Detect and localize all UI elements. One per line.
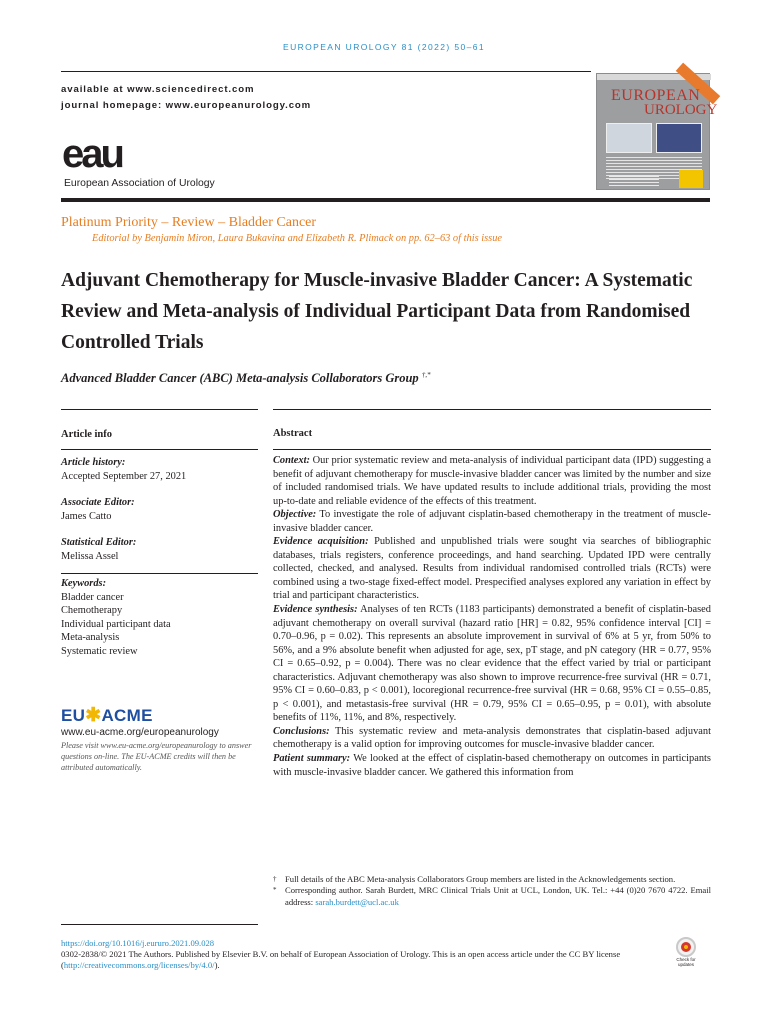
keyword-item: Bladder cancer	[61, 591, 124, 603]
objective-label: Objective:	[273, 509, 317, 521]
eau-logo-word: eau	[62, 132, 122, 176]
keyword-item: Individual participant data	[61, 618, 171, 630]
copyright-text: 0302-2838/© 2021 The Authors. Published by Elsevier B.V. on behalf of European Association of Urology. This is an open access article under the CC BY license (	[61, 949, 621, 971]
patient-summary-label: Patient summary:	[273, 753, 351, 765]
cover-title-line2: UROLOGY	[644, 102, 718, 118]
abstract-heading: Abstract	[273, 428, 313, 439]
author-marks[interactable]: †,*	[421, 371, 431, 379]
acquisition-label: Evidence acquisition:	[273, 536, 369, 548]
journal-homepage-link[interactable]: journal homepage: www.europeanurology.com	[61, 100, 312, 111]
abstract-synthesis	[273, 603, 711, 725]
check-updates-line2: updates	[677, 962, 694, 967]
footnote-dagger	[273, 874, 711, 885]
article-history-label: Article history:	[61, 457, 126, 468]
associate-editor-label: Associate Editor:	[61, 497, 135, 508]
eu-acme-logo	[61, 704, 219, 727]
abstract-objective	[273, 508, 711, 535]
dagger-mark: †	[273, 875, 277, 883]
footnote-corresponding	[273, 885, 711, 908]
copyright-close: ).	[214, 960, 220, 971]
header-divider	[61, 198, 710, 202]
sciencedirect-link[interactable]: available at www.sciencedirect.com	[61, 84, 255, 95]
abstract-context	[273, 454, 711, 508]
cover-badge	[679, 170, 703, 188]
abstract-rule	[273, 449, 711, 450]
abstract-patient-summary	[273, 752, 711, 779]
context-text: Our prior systematic review and meta-analysis of individual participant data (IPD) suggesting a benefit of adjuvant chemotherapy for muscle-invasive bladder cancer was limited by the number and size of included randomised trials. We have updated results to include additional trials, providing the most up-to-date and reliable evidence of the effects of this treatment.	[273, 455, 711, 507]
star-icon: ✱	[85, 705, 102, 726]
top-rule	[61, 71, 591, 72]
article-title: Adjuvant Chemotherapy for Muscle-invasive Bladder Cancer: A Systematic Review and Meta-analysis of Individual Participant Data from Randomised Controlled Trials	[61, 270, 693, 353]
license-link[interactable]: http://creativecommons.org/licenses/by/4.0/	[63, 960, 215, 971]
eu-acme-logo-right: ACME	[101, 706, 153, 725]
check-updates-icon	[676, 937, 696, 957]
statistical-editor-value: Melissa Assel	[61, 550, 119, 562]
context-label: Context:	[273, 455, 310, 466]
author-group	[61, 371, 431, 386]
conclusions-label: Conclusions:	[273, 725, 330, 737]
article-info-rule	[61, 449, 258, 450]
abstract-top-rule	[273, 409, 711, 410]
cover-figure-left	[606, 123, 652, 153]
keyword-item: Systematic review	[61, 645, 138, 657]
eau-logo	[62, 132, 222, 193]
keyword-item: Meta-analysis	[61, 632, 120, 644]
keywords-label: Keywords:	[61, 578, 107, 589]
eu-acme-logo-left: EU	[61, 706, 86, 725]
associate-editor-value: James Catto	[61, 510, 112, 522]
footnotes	[273, 874, 711, 908]
doi-link[interactable]: https://doi.org/10.1016/j.eururo.2021.09.028	[61, 938, 215, 948]
patient-summary-text: We looked at the effect of cisplatin-based chemotherapy on outcomes in participants with muscle-invasive bladder cancer. We gathered this information from	[273, 753, 711, 778]
statistical-editor	[61, 536, 261, 563]
cover-figure-right	[656, 123, 702, 153]
check-updates-line1: Check for	[676, 957, 696, 962]
article-info-heading: Article info	[61, 429, 113, 440]
journal-cover-image	[596, 73, 718, 190]
cover-title-line1: EUROPEAN	[611, 87, 701, 104]
eu-acme-note: Please visit www.eu-acme.org/europeanurology to answer questions on-line. The EU-ACME credits will then be attributed automatically.	[61, 741, 252, 772]
conclusions-text: This systematic review and meta-analysis demonstrates that cisplatin-based adjuvant chemotherapy is a valid option for improving outcomes for muscle-invasive bladder cancer.	[273, 725, 711, 751]
editorial-note[interactable]: Editorial by Benjamin Miron, Laura Bukavina and Elizabeth R. Plimack on pp. 62–63 of this issue	[92, 233, 503, 244]
article-history-value: Accepted September 27, 2021	[61, 470, 187, 482]
check-for-updates-button[interactable]	[671, 937, 701, 969]
associate-editor	[61, 496, 261, 523]
footer-rule	[61, 924, 258, 925]
cover-text-lines-small	[609, 176, 659, 188]
eu-acme-block	[61, 704, 219, 738]
keywords-rule	[61, 573, 258, 574]
journal-citation: EUROPEAN UROLOGY 81 (2022) 50–61	[283, 42, 485, 52]
abstract-acquisition	[273, 535, 711, 603]
acquisition-text: Published and unpublished trials were sought via searches of bibliographic databases, trials registers, conference proceedings, and hand searching. Updated IPD were centrally collected, checked, and analysed. Results from individual randomised controlled trials (RCTs) were combined using a two-stage fixed-effect model. Prespecified analyses explored any variation in effect by trial and participant characteristics.	[273, 536, 711, 602]
abstract-conclusions	[273, 725, 711, 752]
keywords	[61, 577, 261, 659]
article-category: Platinum Priority – Review – Bladder Cancer	[61, 215, 317, 230]
objective-text: To investigate the role of adjuvant cisplatin-based chemotherapy in the treatment of muscle-invasive bladder cancer.	[273, 509, 711, 534]
availability-block	[61, 82, 311, 114]
copyright	[61, 949, 661, 972]
synthesis-text: Analyses of ten RCTs (1183 participants) demonstrated a benefit of cisplatin-based adjuvant chemotherapy on overall survival (hazard ratio [HR] = 0.82, 95% confidence interval [CI] = 0.70–0.96, p = 0.02). This represents an absolute improvement in survival of 6% at 5 yr, from 50% to 56%, and a 9% absolute benefit when adjusted for age, sex, pT stage, and pN category (HR = 0.77, 95% CI = 0.65–0.92, p = 0.004). There was no clear evidence that the effect varied by trial or participant characteristics. Adjuvant chemotherapy was also shown to improve recurrence-free survival (HR = 0.71, 95% CI = 0.60–0.83, p < 0.001), locoregional recurrence-free survival (HR = 0.68, 95% CI = 0.55–0.85, p < 0.001), and metastasis-free survival (HR = 0.79, 95% CI = 0.65–0.95, p = 0.01), with absolute benefits of 11%, 11%, and 8%, respectively.	[273, 604, 711, 724]
eu-acme-url[interactable]: www.eu-acme.org/europeanurology	[61, 727, 219, 738]
article-info-top-rule	[61, 409, 258, 410]
keyword-list	[61, 591, 261, 659]
eau-logo-subtitle: European Association of Urology	[64, 178, 215, 189]
synthesis-label: Evidence synthesis:	[273, 604, 358, 616]
star-mark: *	[273, 886, 277, 895]
dagger-text: Full details of the ABC Meta-analysis Collaborators Group members are listed in the Acknowledgements section.	[285, 874, 676, 884]
statistical-editor-label: Statistical Editor:	[61, 537, 137, 548]
article-history	[61, 456, 261, 483]
email-link[interactable]: sarah.burdett@ucl.ac.uk	[315, 896, 399, 907]
author-name: Advanced Bladder Cancer (ABC) Meta-analysis Collaborators Group	[61, 371, 419, 386]
corresponding-text: Corresponding author. Sarah Burdett, MRC Clinical Trials Unit at UCL, London, UK. Tel.: +44 (0)20 7670 4722. Email address:	[285, 885, 711, 907]
keyword-item: Chemotherapy	[61, 605, 123, 617]
abstract-body	[273, 454, 711, 779]
